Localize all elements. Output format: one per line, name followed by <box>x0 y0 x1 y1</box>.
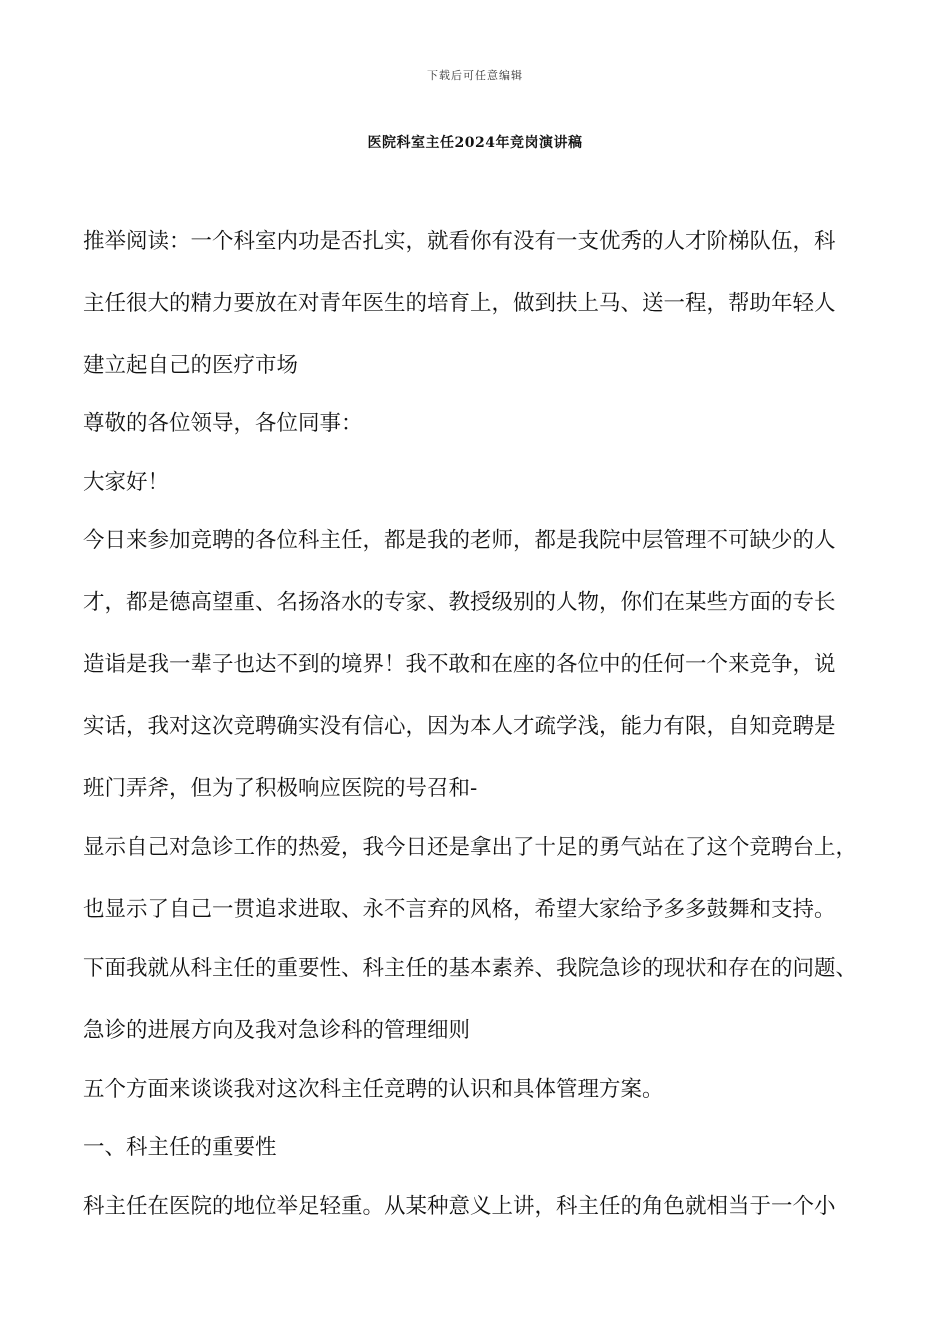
body-line-1: 今日来参加竞聘的各位科主任，都是我的老师，都是我院中层管理不可缺少的人 <box>83 528 836 553</box>
document-title: 医院科室主任2024年竞岗演讲稿 <box>367 135 583 151</box>
salutation: 尊敬的各位领导，各位同事： <box>83 411 363 436</box>
header-note: 下载后可任意编辑 <box>427 69 523 82</box>
body-line-3: 造诣是我一辈子也达不到的境界！我不敢和在座的各位中的任何一个来竞争，说 <box>83 652 836 677</box>
body-line-5: 班门弄斧，但为了积极响应医院的号召和- <box>83 776 478 801</box>
body-line-10: 五个方面来谈谈我对这次科主任竞聘的认识和具体管理方案。 <box>83 1077 664 1102</box>
intro-line-3: 建立起自己的医疗市场 <box>83 353 299 378</box>
intro-line-1: 推举阅读：一个科室内功是否扎实，就看你有没有一支优秀的人才阶梯队伍，科 <box>83 229 836 254</box>
body-line-8: 下面我就从科主任的重要性、科主任的基本素养、我院急诊的现状和存在的问题、 <box>83 956 858 981</box>
intro-line-2: 主任很大的精力要放在对青年医生的培育上，做到扶上马、送一程，帮助年轻人 <box>83 291 836 316</box>
body-line-6: 显示自己对急诊工作的热爱，我今日还是拿出了十足的勇气站在了这个竞聘台上， <box>83 835 858 860</box>
body-line-7: 也显示了自己一贯追求进取、永不言弃的风格，希望大家给予多多鼓舞和支持。 <box>83 897 836 922</box>
body-line-2: 才，都是德高望重、名扬洛水的专家、教授级别的人物，你们在某些方面的专长 <box>83 590 836 615</box>
body-line-11: 科主任在医院的地位举足轻重。从某种意义上讲，科主任的角色就相当于一个小 <box>83 1194 836 1219</box>
section-heading-1: 一、科主任的重要性 <box>83 1135 277 1160</box>
body-line-9: 急诊的进展方向及我对急诊科的管理细则 <box>83 1018 471 1043</box>
body-line-4: 实话，我对这次竞聘确实没有信心，因为本人才疏学浅，能力有限，自知竞聘是 <box>83 714 836 739</box>
greeting: 大家好！ <box>83 470 170 495</box>
